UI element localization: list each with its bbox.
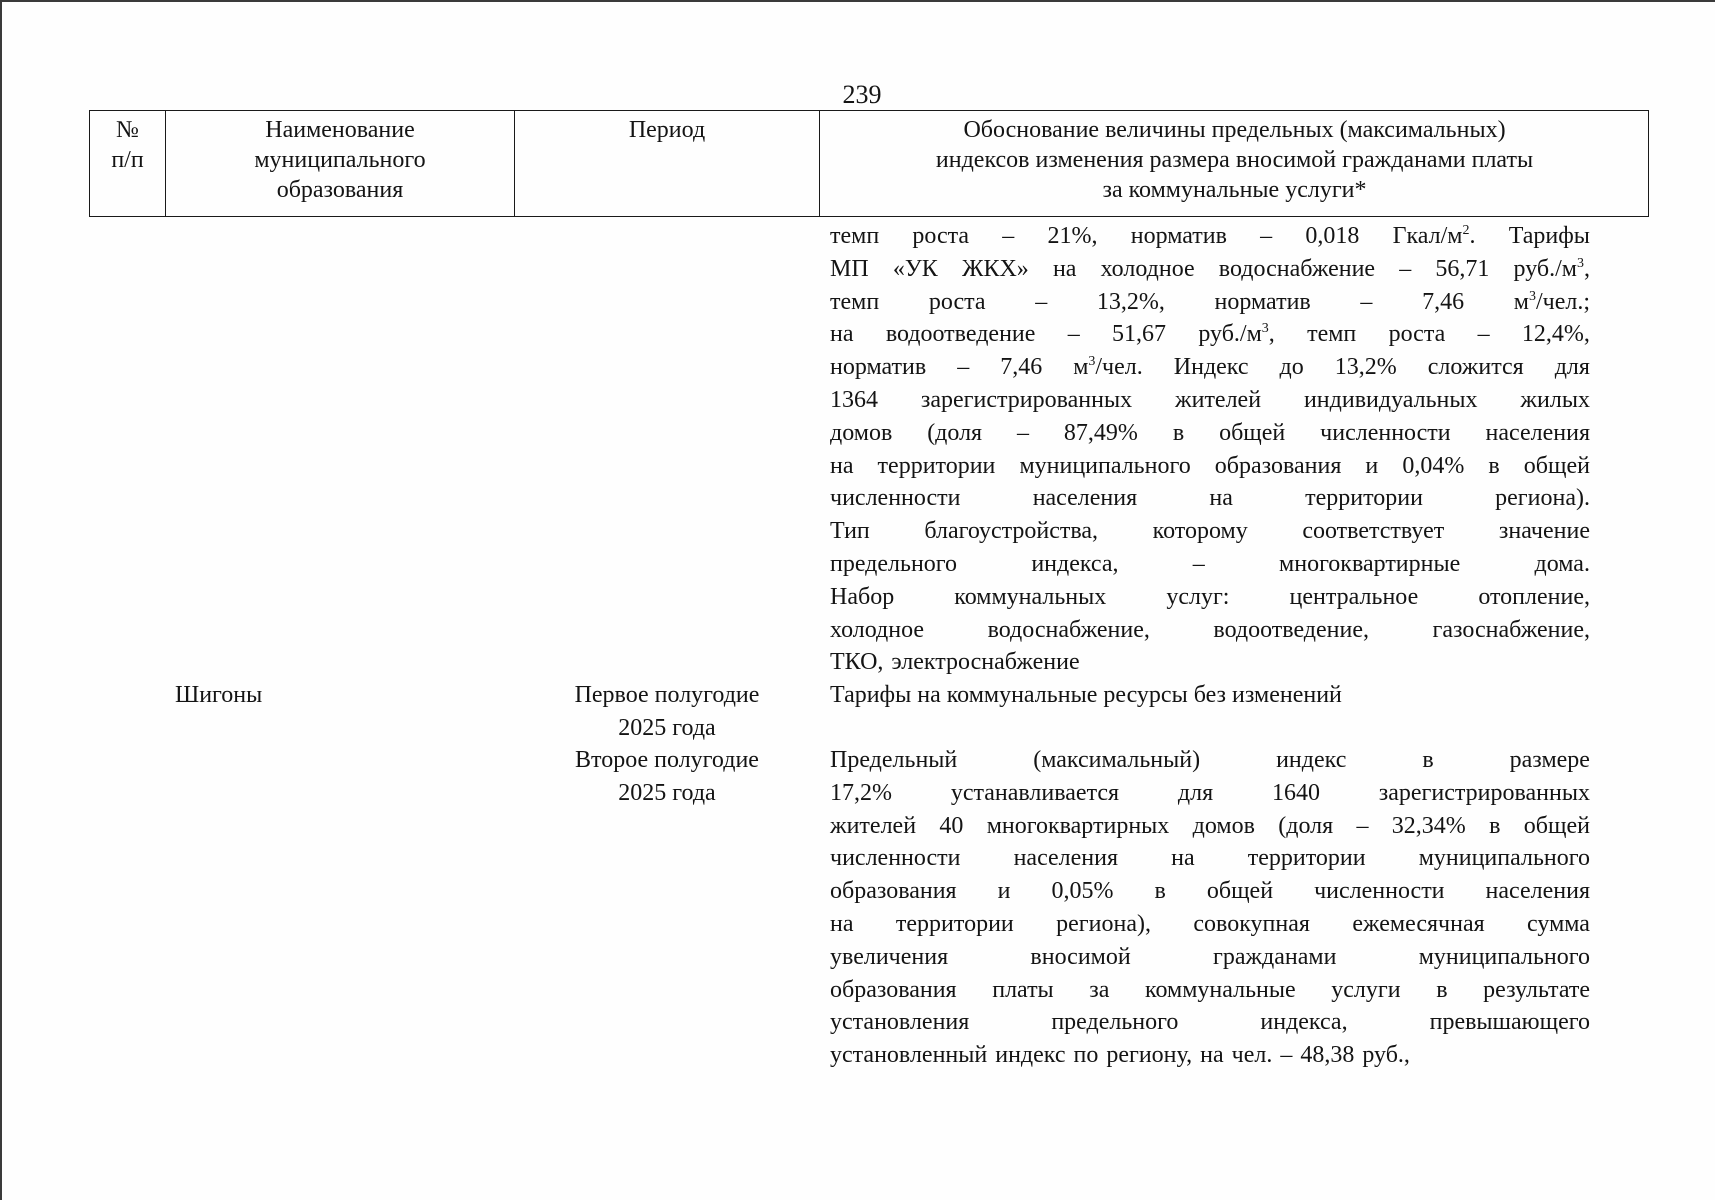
header-col-period bbox=[514, 111, 819, 216]
text-line: образования платы за коммунальные услуги в результате bbox=[830, 976, 1590, 1003]
text-line: на территории муниципального образования и 0,04% в общей bbox=[830, 452, 1590, 479]
text-line: предельного индекса, – многоквартирные дома. bbox=[830, 550, 1590, 577]
text-line: численности населения на территории муниципального bbox=[830, 845, 1590, 872]
text-line: норматив – 7,46 $м^3$/чел. Индекс до 13,2% сложится для bbox=[830, 354, 1590, 381]
header-text: образования bbox=[276, 177, 404, 203]
header-col-municipality bbox=[165, 111, 514, 216]
text-line: домов (доля – 87,49% в общей численности населения bbox=[830, 419, 1590, 446]
header-col-number bbox=[90, 111, 165, 216]
text-line: на территории региона), совокупная ежемесячная сумма bbox=[830, 910, 1590, 937]
text-line: темп роста – 21%, норматив – 0,018 Гкал/$м^2$. Тарифы bbox=[830, 223, 1590, 249]
text-line: 1364 зарегистрированных жителей индивидуальных жилых bbox=[830, 386, 1590, 413]
text-line: образования и 0,05% в общей численности населения bbox=[830, 878, 1590, 905]
period-text: 2025 года bbox=[618, 779, 716, 806]
text-line: установленный индекс по региону, на чел. – 48,38 руб., bbox=[830, 1042, 1410, 1069]
header-text: Период bbox=[628, 117, 706, 143]
justification-second-half bbox=[830, 744, 1590, 1072]
text-line: жителей 40 многоквартирных домов (доля – 32,34% в общей bbox=[830, 812, 1590, 839]
period-first-half bbox=[532, 679, 802, 745]
table-header bbox=[89, 110, 1649, 217]
text-line: 17,2% устанавливается для 1640 зарегистрированных bbox=[830, 779, 1590, 806]
text-line: темп роста – 13,2%, норматив – 7,46 $м^3$/чел.; bbox=[830, 288, 1590, 315]
justification-first-half: Тарифы на коммунальные ресурсы без изменений bbox=[830, 682, 1342, 708]
header-text: муниципального bbox=[254, 147, 426, 173]
text-line: Предельный (максимальный) индекс в размере bbox=[830, 747, 1590, 773]
text-line: МП «УК ЖКХ» на холодное водоснабжение – 56,71 $руб./м^3$, bbox=[830, 255, 1590, 282]
header-text: индексов изменения размера вносимой гражданами платы bbox=[935, 147, 1534, 173]
period-text: Первое полугодие bbox=[574, 682, 760, 708]
text-line: на водоотведение – 51,67 $руб./м^3$, темп роста – 12,4%, bbox=[830, 321, 1590, 348]
header-text: Наименование bbox=[265, 117, 415, 143]
justification-continuation bbox=[830, 220, 1590, 679]
header-text: № bbox=[116, 117, 139, 143]
header-text: п/п bbox=[111, 147, 144, 173]
header-text: за коммунальные услуги* bbox=[1102, 177, 1367, 203]
period-text: 2025 года bbox=[618, 714, 716, 741]
text-line: Набор коммунальных услуг: центральное отопление, bbox=[830, 583, 1590, 610]
municipality-name: Шигоны bbox=[175, 682, 263, 708]
text-line: установления предельного индекса, превышающего bbox=[830, 1009, 1590, 1036]
text-line: Тип благоустройства, которому соответствует значение bbox=[830, 518, 1590, 545]
page-number: 239 bbox=[842, 80, 882, 109]
period-second-half bbox=[532, 744, 802, 810]
text-line: холодное водоснабжение, водоотведение, газоснабжение, bbox=[830, 616, 1590, 643]
period-text: Второе полугодие bbox=[575, 747, 759, 773]
text-line: увеличения вносимой гражданами муниципального bbox=[830, 943, 1590, 970]
text-line: ТКО, электроснабжение bbox=[830, 649, 1080, 676]
header-col-justification bbox=[819, 111, 1649, 216]
text-line: численности населения на территории региона). bbox=[830, 485, 1590, 512]
header-text: Обоснование величины предельных (максимальных) bbox=[963, 117, 1506, 143]
